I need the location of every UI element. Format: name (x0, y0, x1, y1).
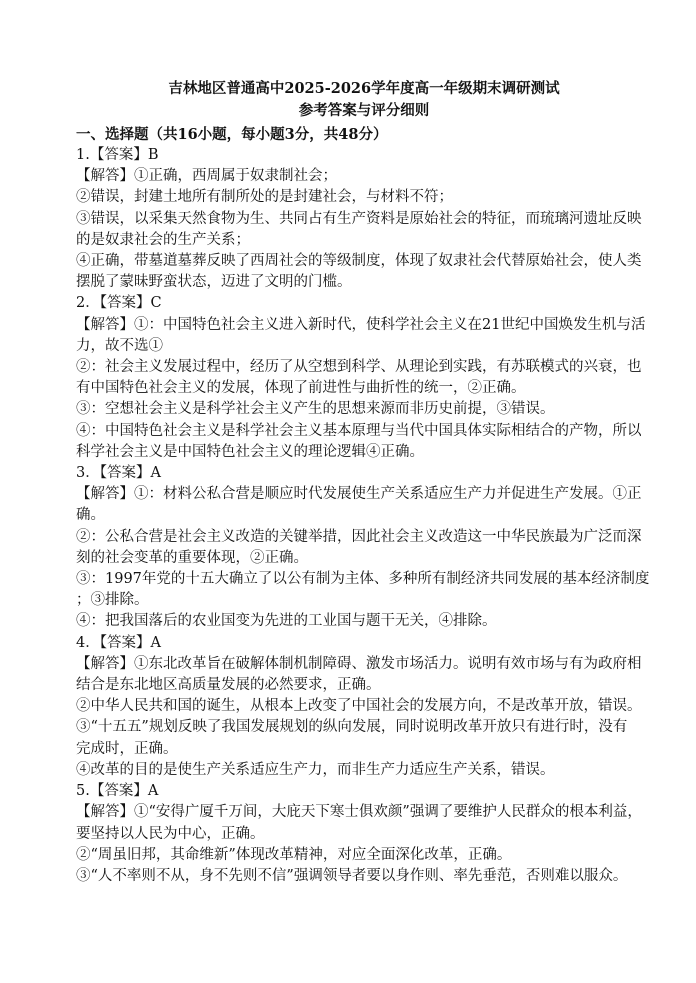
section-heading: 一、选择题（共16小题，每小题3分，共48分） (76, 126, 388, 143)
explanation-line: 摆脱了蒙昧野蛮状态，迈进了文明的门槛。 (76, 274, 352, 291)
explanation-line: ；③排除。 (76, 592, 149, 609)
explanation-line: ④改革的目的是使生产关系适应生产力，而非生产力适应生产关系，错误。 (76, 761, 555, 778)
explanation-line: ②“周虽旧邦，其命维新”体现改革精神，对应全面深化改革，正确。 (76, 846, 512, 863)
explanation-line: 结合是东北地区高质量发展的必然要求，正确。 (76, 677, 381, 694)
question-block (76, 781, 652, 887)
answer-line: 5.【答案】A (76, 783, 159, 800)
explanation-line: 力，故不选① (76, 337, 163, 354)
explanation-line: 【解答】①“安得广厦千万间，大庇天下寒士俱欢颜”强调了要维护人民群众的根本利益， (76, 804, 642, 821)
explanation-line: ②错误，封建土地所有制所处的是封建社会，与材料不符； (76, 189, 453, 206)
explanation-line: 【解答】①：材料公私合营是顺应时代发展使生产关系适应生产力并促进生产发展。①正 (76, 486, 642, 503)
explanation-line: ④：中国特色社会主义是科学社会主义基本原理与当代中国具体实际相结合的产物，所以 (76, 422, 642, 439)
document-title: 吉林地区普通高中2025-2026学年度高一年级期末调研测试 (168, 80, 560, 97)
explanation-line: ③：空想社会主义是科学社会主义产生的思想来源而非历史前提，③错误。 (76, 401, 555, 418)
question-block (76, 293, 652, 463)
explanation-line: 的是奴隶社会的生产关系； (76, 231, 250, 248)
question-block (76, 463, 652, 633)
explanation-line: ③“十五五”规划反映了我国发展规划的纵向发展，同时说明改革开放只有进行时，没有 (76, 719, 628, 736)
explanation-line: 完成时，正确。 (76, 740, 178, 757)
document-subtitle: 参考答案与评分细则 (298, 102, 430, 119)
explanation-line: ②：社会主义发展过程中，经历了从空想到科学、从理论到实践，有苏联模式的兴衰，也 (76, 359, 642, 376)
explanation-line: ②中华人民共和国的诞生，从根本上改变了中国社会的发展方向，不是改革开放，错误。 (76, 698, 642, 715)
explanation-line: 刻的社会变革的重要体现，②正确。 (76, 549, 308, 566)
explanation-line: 科学社会主义是中国特色社会主义的理论逻辑④正确。 (76, 443, 424, 460)
explanation-line: ④：把我国落后的农业国变为先进的工业国与题干无关，④排除。 (76, 613, 497, 630)
explanation-line: ③：1997年党的十五大确立了以公有制为主体、多种所有制经济共同发展的基本经济制度 (76, 571, 650, 588)
question-list (76, 145, 652, 887)
answer-line: 3．【答案】A (76, 465, 161, 482)
explanation-line: 【解答】①正确，西周属于奴隶制社会； (76, 168, 337, 185)
explanation-line: ④正确，带墓道墓葬反映了西周社会的等级制度，体现了奴隶社会代替原始社会，使人类 (76, 253, 642, 270)
explanation-line: 要坚持以人民为中心，正确。 (76, 825, 265, 842)
question-block (76, 633, 652, 781)
question-block (76, 145, 652, 293)
explanation-line: ③错误，以采集天然食物为生、共同占有生产资料是原始社会的特征，而琉璃河遗址反映 (76, 210, 642, 227)
explanation-line: ③“人不率则不从，身不先则不信”强调领导者要以身作则、率先垂范，否则难以服众。 (76, 867, 628, 884)
answer-line: 2．【答案】C (76, 295, 162, 312)
answer-line: 4．【答案】A (76, 634, 161, 651)
explanation-line: 【解答】①东北改革旨在破解体制机制障碍、激发市场活力。说明有效市场与有为政府相 (76, 655, 642, 672)
explanation-line: ②：公私合营是社会主义改造的关键举措，因此社会主义改造这一中华民族最为广泛而深 (76, 528, 642, 545)
explanation-line: 有中国特色社会主义的发展，体现了前进性与曲折性的统一，②正确。 (76, 380, 526, 397)
explanation-line: 【解答】①：中国特色社会主义进入新时代，使科学社会主义在21世纪中国焕发生机与活 (76, 316, 646, 333)
explanation-line: 确。 (76, 507, 105, 524)
answer-line: 1.【答案】B (76, 147, 159, 163)
